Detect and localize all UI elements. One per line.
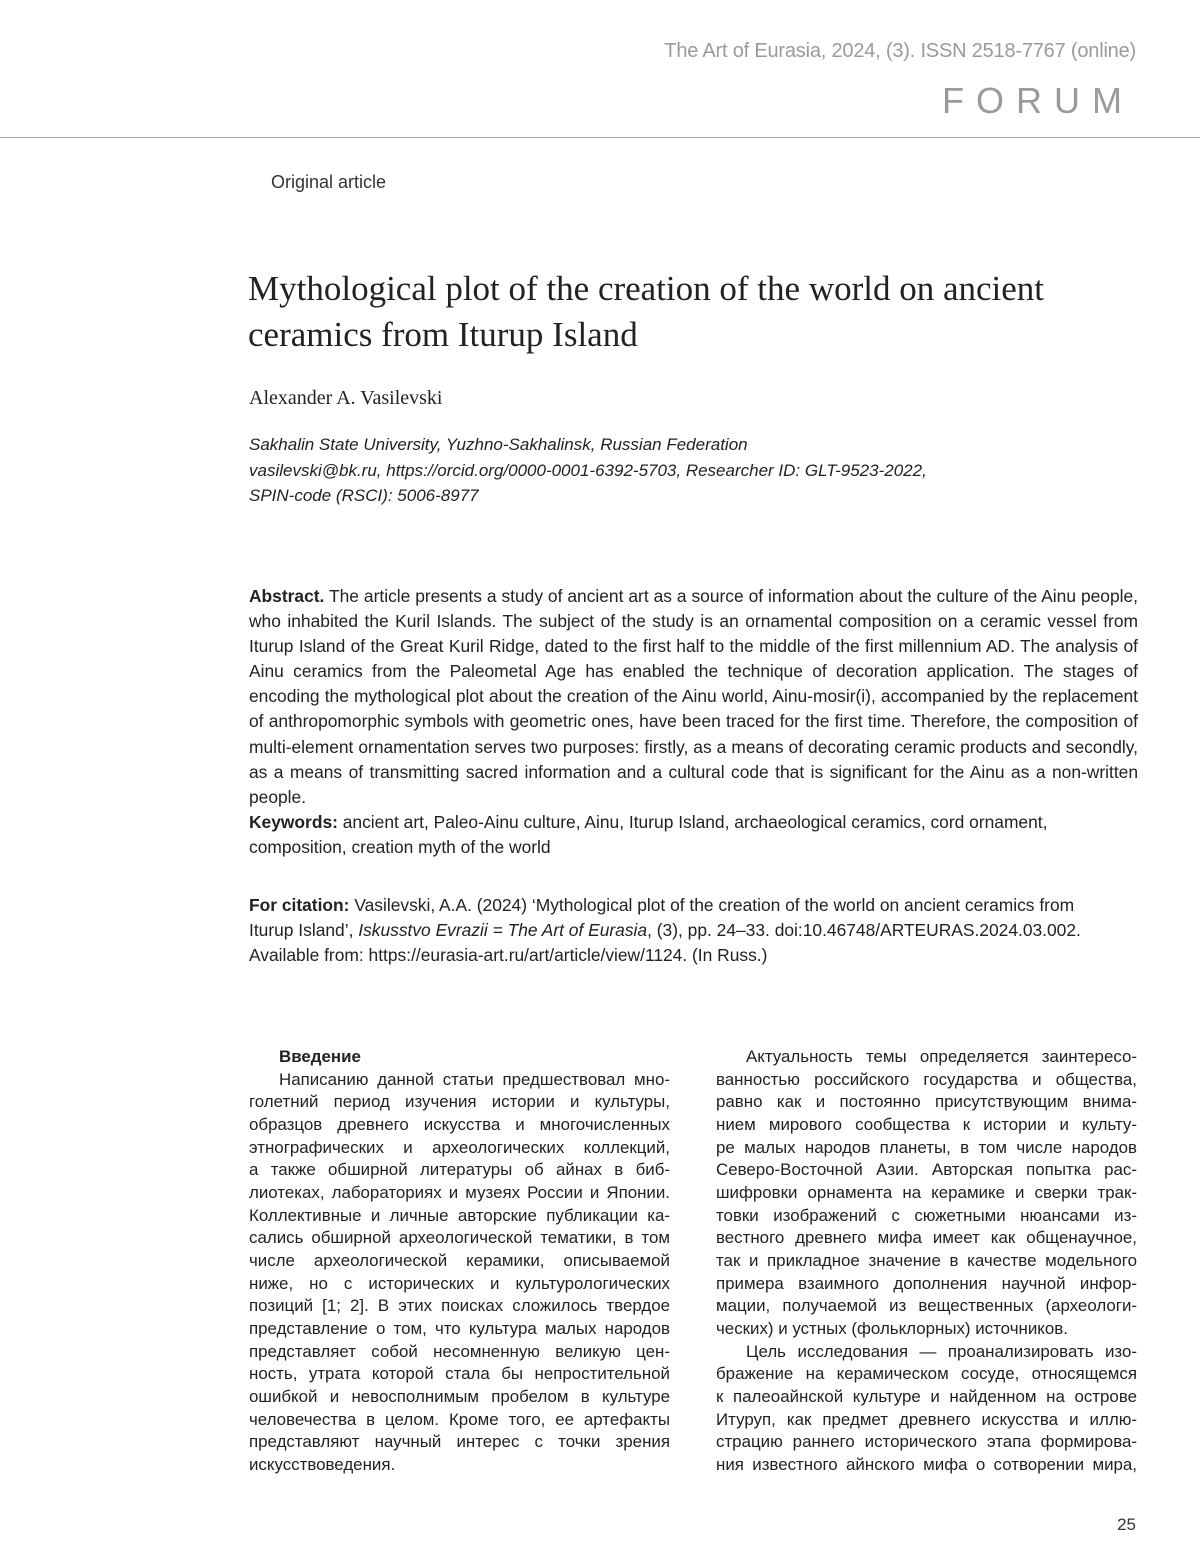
author-name: Alexander A. Vasilevski <box>249 387 443 409</box>
journal-info: The Art of Eurasia, 2024, (3). ISSN 2518-7767 (online) <box>664 40 1136 62</box>
body-line: голетний период изучения истории и культуры, <box>249 1092 670 1112</box>
body-line: ошибкой и невосполнимым пробелом в культуре <box>249 1386 670 1406</box>
body-line: образцов древнего искусства и многочисленных <box>249 1114 670 1134</box>
body-line: Написанию данной статьи предшествовал мно- <box>279 1069 670 1089</box>
body-line: Северо-Восточной Азии. Авторская попытка рас- <box>716 1160 1137 1180</box>
section-heading: Введение <box>279 1047 361 1066</box>
body-line: Итуруп, как предмет древнего искусства и иллю- <box>716 1409 1137 1429</box>
body-line: числе археологической керамики, описываемой <box>249 1250 670 1270</box>
page-number: 25 <box>1117 1515 1136 1534</box>
body-line: бражение на керамическом сосуде, относящемся <box>716 1364 1137 1384</box>
citation-line <box>249 943 1138 968</box>
citation-label: For citation: <box>249 895 350 915</box>
body-line: вестного древнего мифа имеет как общенаучное, <box>716 1228 1137 1248</box>
body-line: представляют научный интерес с точки зрения <box>249 1432 670 1452</box>
section-label: FORUM <box>942 80 1134 121</box>
keywords-label: Keywords: <box>249 812 338 832</box>
body-line: представление о том, что культура малых народов <box>249 1318 670 1338</box>
citation-line <box>249 918 1138 943</box>
body-line: лиотеках, лабораториях и музеях России и Японии. <box>249 1182 670 1202</box>
body-line: товки изображений с сюжетными нюансами из- <box>716 1205 1137 1225</box>
abstract <box>249 584 1138 810</box>
citation-url: Available from: https://eurasia-art.ru/art/article/view/1124. (In Russ.) <box>249 945 768 965</box>
citation-line <box>249 893 1138 918</box>
body-line: так и прикладное значение в качестве модельного <box>716 1250 1137 1270</box>
body-line: примера взаимного дополнения научной инфор- <box>716 1273 1137 1293</box>
abstract-text: The article presents a study of ancient art as a source of information about the culture of the Ainu people, who inhabited the Kuril Islands. The subject of the study is an ornamental composition on a ceramic vessel from Iturup Island of the Great Kuril Ridge, dated to the first half to the middle of the first millennium AD. The analysis of Ainu ceramics from the Paleometal Age has enabled the technique of decoration application. The stages of encoding the mythological plot about the creation of the Ainu world, Ainu-mosir(i), accompanied by the replacement of anthropomorphic symbols with geometric ones, have been traced for the first time. Therefore, the composition of multi-element ornamentation serves two purposes: firstly, as a means of decorating ceramic products and secondly, as a means of transmitting sacred information and a cultural code that is significant for the Ainu as a non-written people. <box>249 586 1138 807</box>
body-line: Коллективные и личные авторские публикации ка- <box>249 1205 670 1225</box>
keywords-text: ancient art, Paleo-Ainu culture, Ainu, Iturup Island, archaeological ceramics, cord ornament, composition, creation myth of the world <box>249 812 1048 857</box>
body-line: искусствоведения. <box>249 1454 396 1474</box>
body-line: равно как и постоянно присутствующим внима- <box>716 1092 1137 1112</box>
body-line: сались обширной археологической тематики, в том <box>249 1228 670 1248</box>
abstract-label: Abstract. <box>249 586 325 606</box>
citation-text: , (3), pp. 24–33. doi:10.46748/ARTEURAS.2024.03.002. <box>647 920 1081 940</box>
citation-text: Iturup Island’, <box>249 920 359 940</box>
body-line: ность, утрата которой стала бы непростительной <box>249 1364 670 1384</box>
affiliation-contacts: vasilevski@bk.ru, https://orcid.org/0000-0001-6392-5703, Researcher ID: GLT-9523-2022, <box>249 460 927 480</box>
body-line: человечества в целом. Кроме того, ее артефакты <box>249 1409 670 1429</box>
article-type: Original article <box>271 172 387 192</box>
body-line: Цель исследования — проанализировать изо- <box>746 1341 1137 1361</box>
affiliation-line: Sakhalin State University, Yuzhno-Sakhalinsk, Russian Federation <box>249 435 748 454</box>
article-title: Mythological plot of the creation of the world on ancient ceramics from Iturup Island <box>248 269 1045 354</box>
body-column-right <box>716 1046 1137 1476</box>
body-line: а также обширной литературы об айнах в биб- <box>249 1160 670 1180</box>
header-divider <box>0 137 1200 138</box>
body-line: Актуальность темы определяется заинтересо- <box>746 1047 1137 1066</box>
body-line: этнографических и археологических коллекций, <box>249 1137 670 1157</box>
body-line: нием мирового сообщества к истории и культу- <box>716 1114 1137 1134</box>
body-line: ческих) и устных (фольклорных) источников. <box>716 1318 1068 1338</box>
author-affiliation <box>249 432 1129 509</box>
body-column-left <box>249 1046 670 1476</box>
body-line: позиций [1; 2]. В этих поисках сложилось твердое <box>249 1296 670 1316</box>
affiliation-spin: SPIN-code (RSCI): 5006-8977 <box>249 486 479 505</box>
body-line: ниже, но с исторических и культурологических <box>249 1273 670 1293</box>
citation-journal: Iskusstvo Evrazii = The Art of Eurasia <box>358 920 648 940</box>
body-line: ния известного айнского мифа о сотворении мира, <box>716 1454 1137 1474</box>
body-line: к палеоайнской культуре и найденном на острове <box>716 1386 1137 1406</box>
body-line: страцию раннего исторического этапа формирова- <box>716 1432 1137 1452</box>
body-line: шифровки орнамента на керамике и сверки трак- <box>716 1182 1137 1202</box>
citation <box>249 893 1138 968</box>
body-line: ре малых народов планеты, в том числе народов <box>716 1137 1137 1157</box>
body-line: ванностью российского государства и общества, <box>716 1069 1137 1089</box>
body-line: представляет собой несомненную великую цен- <box>249 1341 670 1361</box>
keywords <box>249 810 1138 860</box>
body-line: мации, получаемой из вещественных (археологи- <box>716 1296 1137 1316</box>
citation-text: Vasilevski, A.A. (2024) ‘Mythological plot of the creation of the world on ancient ceramics from <box>354 895 1075 915</box>
